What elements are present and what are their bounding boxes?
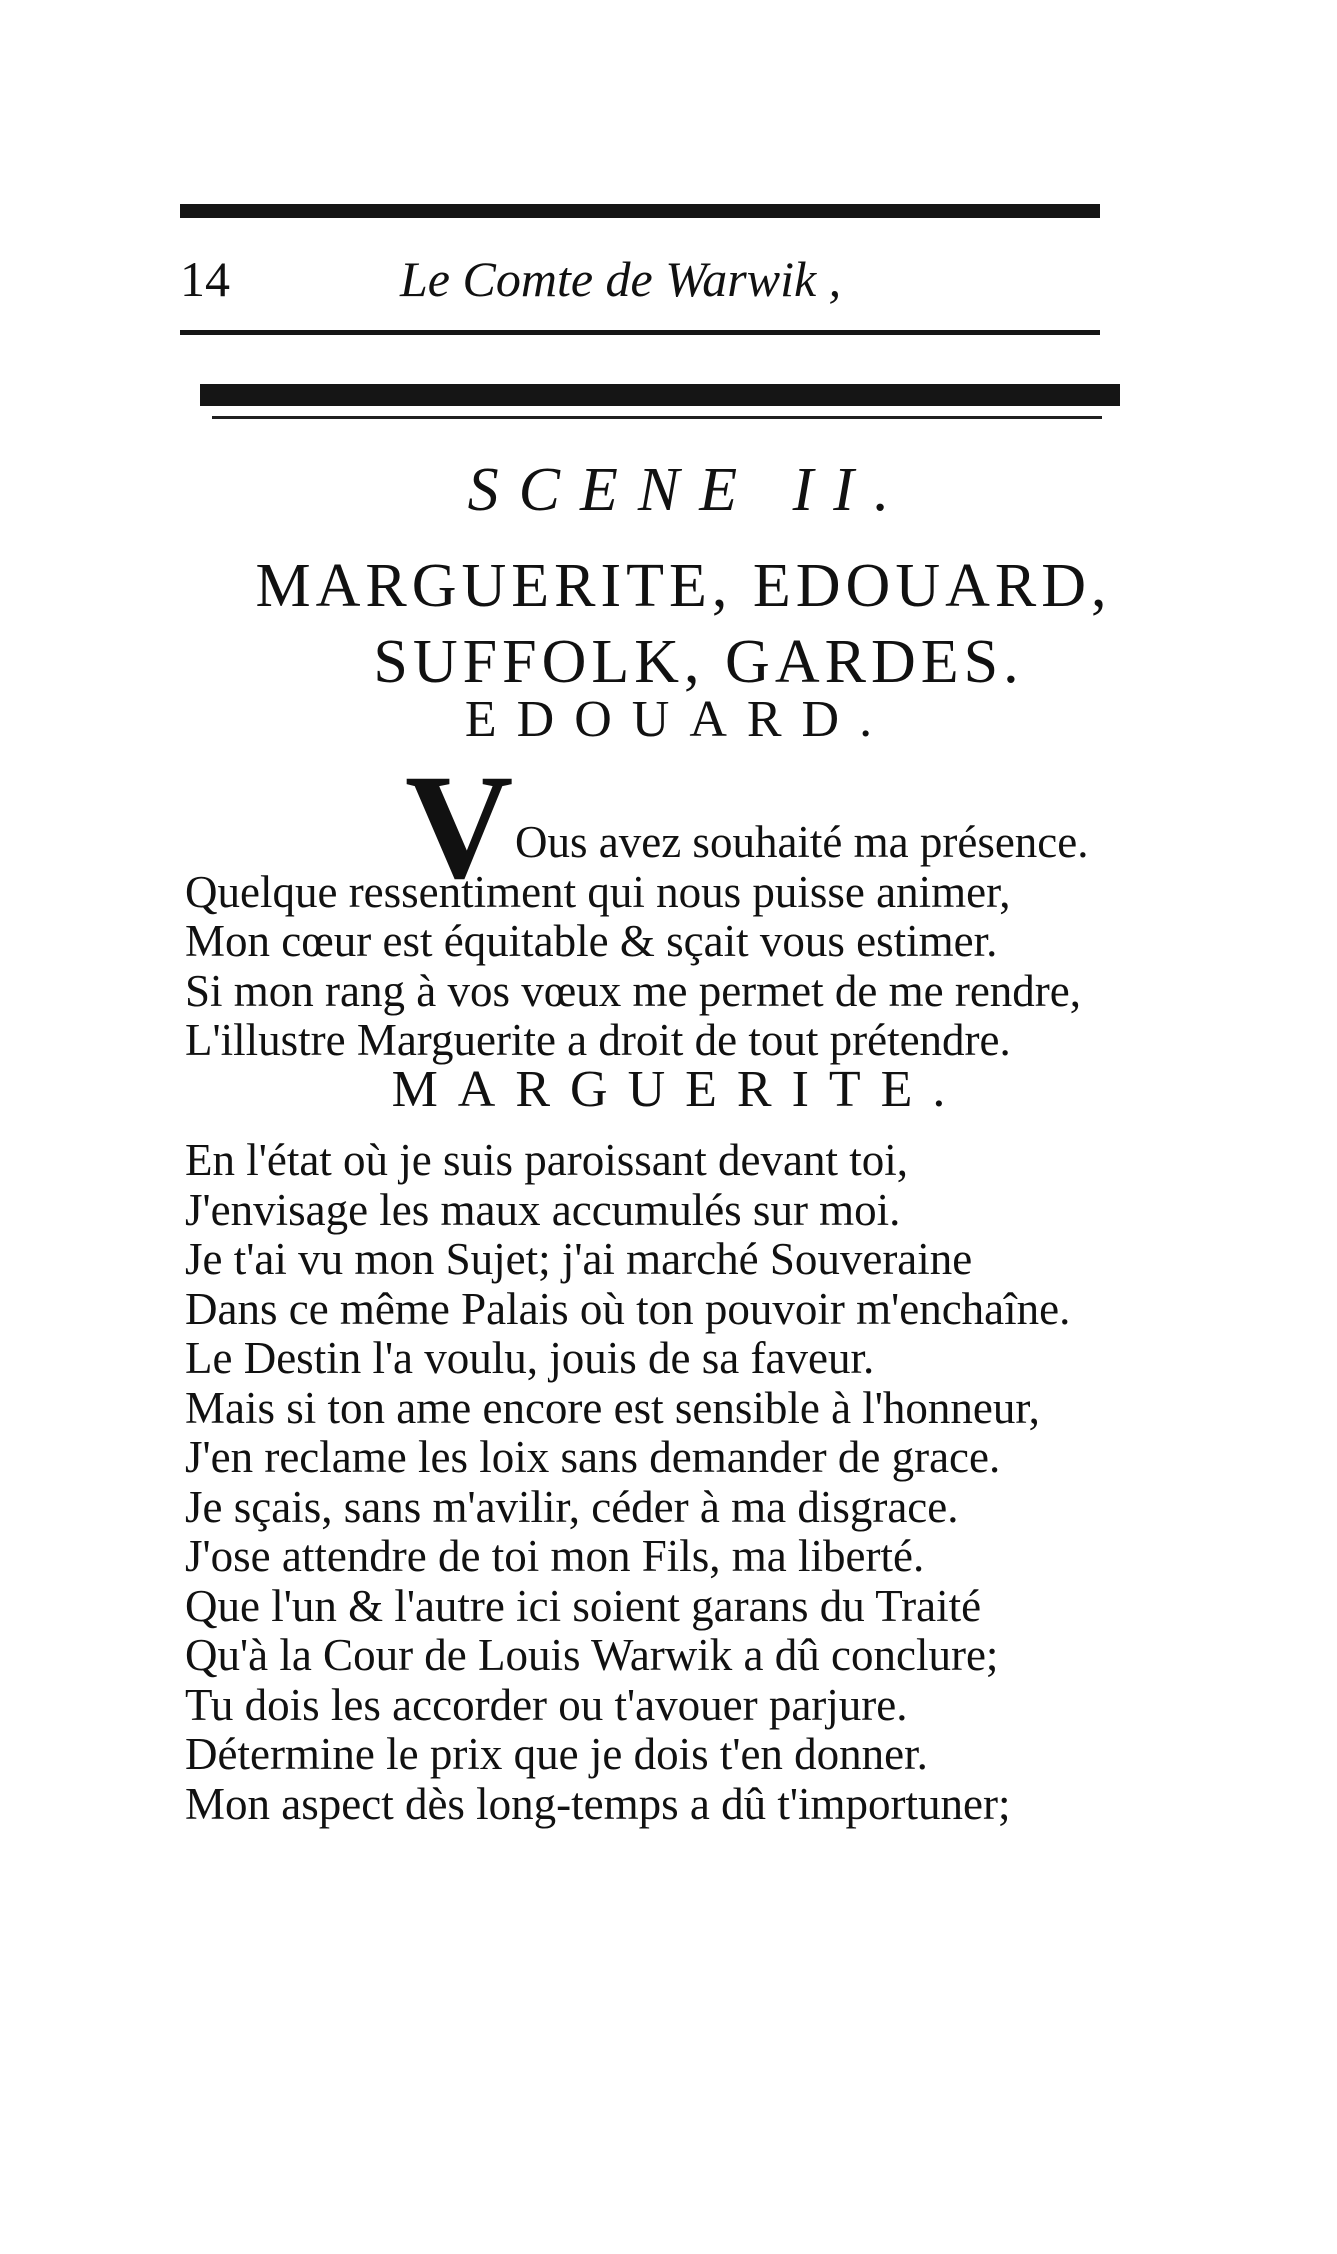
drop-cap: V bbox=[405, 744, 514, 910]
running-title: Le Comte de Warwik , bbox=[400, 251, 842, 307]
page-number: 14 bbox=[180, 251, 230, 307]
speaker-marguerite: MARGUERITE. bbox=[391, 1061, 966, 1118]
verse-line: Dans ce même Palais où ton pouvoir m'enchaîne. bbox=[185, 1283, 1071, 1334]
character-list bbox=[0, 548, 1337, 700]
verse-line: Je t'ai vu mon Sujet; j'ai marché Souveraine bbox=[185, 1234, 973, 1284]
verse-line: Si mon rang à vos vœux me permet de me rendre, bbox=[185, 965, 1082, 1016]
verse-line: J'envisage les maux accumulés sur moi. bbox=[185, 1184, 901, 1235]
verse-line: Mon aspect dès long-temps a dû t'importuner; bbox=[185, 1778, 1011, 1829]
verse-line: L'illustre Marguerite a droit de tout prétendre. bbox=[185, 1015, 1011, 1065]
speaker-edouard: EDOUARD. bbox=[464, 691, 893, 748]
ornamental-rule-thin bbox=[212, 416, 1102, 419]
verse-block-edouard bbox=[185, 818, 1145, 1066]
verse-line: Ous avez souhaité ma présence. bbox=[515, 817, 1089, 867]
header-rule bbox=[180, 330, 1100, 335]
verse-line: Je sçais, sans m'avilir, céder à ma disgrace. bbox=[185, 1481, 959, 1532]
verse-line: Mon cœur est équitable & sçait vous estimer. bbox=[185, 916, 998, 966]
verse-block-marguerite bbox=[185, 1136, 1145, 1829]
scene-title: SCENE II. bbox=[467, 456, 910, 524]
verse-line: J'ose attendre de toi mon Fils, ma liberté. bbox=[185, 1531, 925, 1581]
top-rule bbox=[180, 204, 1100, 218]
character-list-line-2: SUFFOLK, GARDES. bbox=[373, 628, 1024, 696]
verse-line: Que l'un & l'autre ici soient garans du Traité bbox=[185, 1580, 982, 1631]
verse-line: Détermine le prix que je dois t'en donner. bbox=[185, 1729, 928, 1779]
ornamental-rule-thick bbox=[200, 384, 1120, 406]
running-header bbox=[180, 250, 1100, 320]
verse-line: Quelque ressentiment qui nous puisse animer, bbox=[185, 866, 1011, 917]
verse-line: J'en reclame les loix sans demander de grace. bbox=[185, 1432, 1001, 1482]
verse-line: Tu dois les accorder ou t'avouer parjure. bbox=[185, 1679, 908, 1730]
verse-line: Mais si ton ame encore est sensible à l'honneur, bbox=[185, 1382, 1040, 1433]
verse-line: En l'état où je suis paroissant devant toi, bbox=[185, 1135, 908, 1185]
verse-line: Qu'à la Cour de Louis Warwik a dû conclure; bbox=[185, 1630, 999, 1680]
character-list-line-1: MARGUERITE, EDOUARD, bbox=[255, 552, 1112, 620]
verse-line: Le Destin l'a voulu, jouis de sa faveur. bbox=[185, 1333, 875, 1383]
